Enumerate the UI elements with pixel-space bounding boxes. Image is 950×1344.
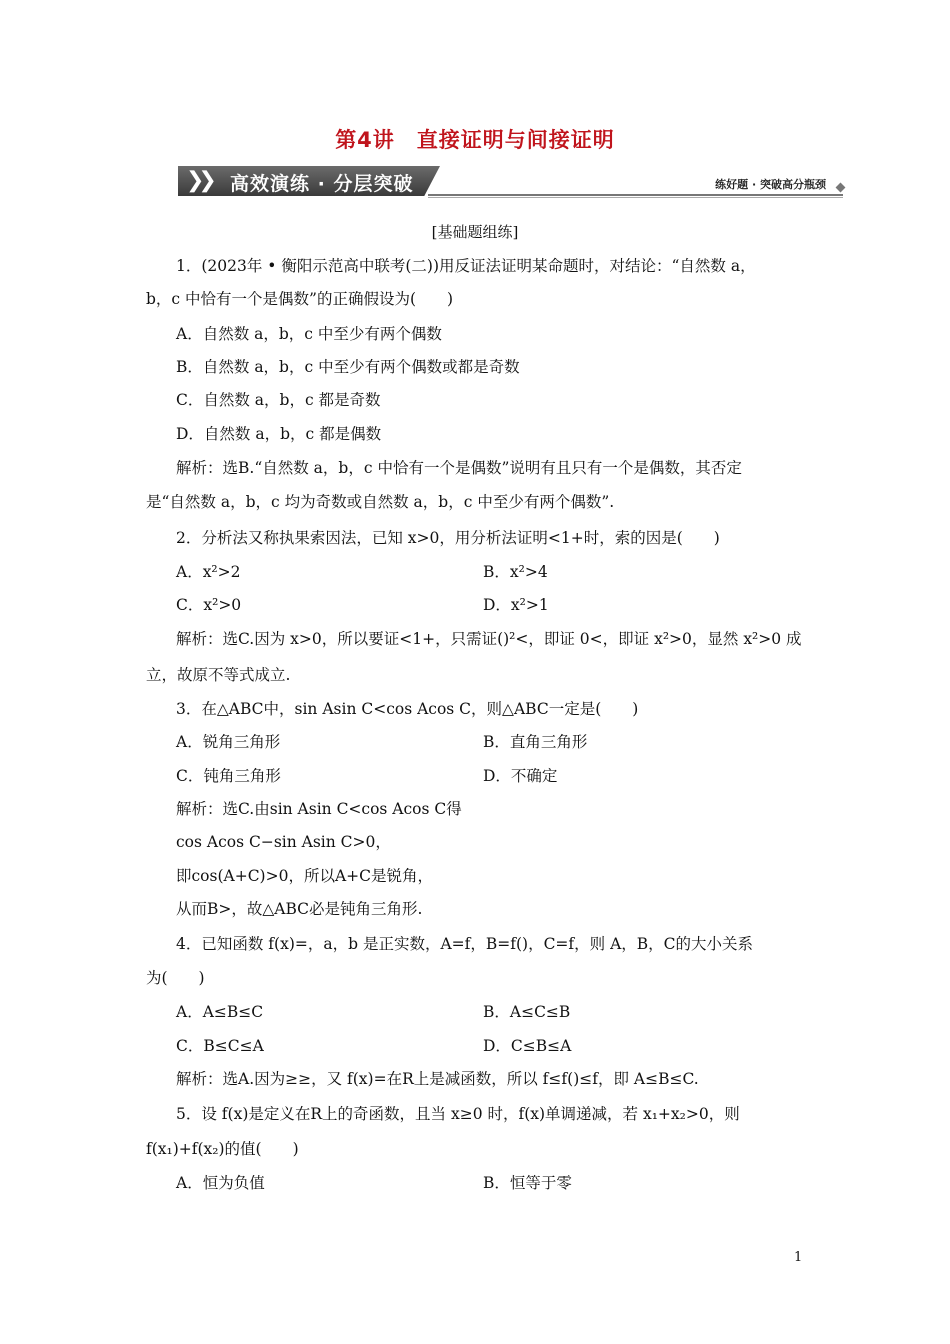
banner-right-text: 练好题 · 突破高分瓶颈 — [715, 178, 826, 191]
q1-solution: 解析：选B.“自然数 a，b，c 中恰有一个是偶数”说明有且只有一个是偶数，其否定 — [176, 459, 742, 477]
q5-stem: 5．设 f(x)是定义在R上的奇函数，且当 x≥0 时，f(x)单调递减，若 x₁+x₂>0，则 — [176, 1105, 740, 1123]
q2-solution-cont: 立，故原不等式成立. — [146, 666, 291, 684]
q5-option-a: A．恒为负值 — [176, 1174, 265, 1192]
q4-option-a: A．A≤B≤C — [176, 1003, 264, 1021]
q3-option-d: D．不确定 — [483, 767, 558, 785]
q1-option-c: C．自然数 a，b，c 都是奇数 — [176, 391, 381, 409]
banner-left-text: 高效演练 · 分层突破 — [230, 173, 414, 195]
q1-option-a: A．自然数 a，b，c 中至少有两个偶数 — [176, 325, 442, 343]
q2-option-b: B．x²>4 — [483, 563, 548, 581]
q3-solution-3: 即cos(A+C)>0，所以A+C是锐角， — [176, 867, 433, 885]
banner-divider — [428, 194, 843, 196]
page-title: 第4讲 直接证明与间接证明 — [335, 128, 615, 152]
q3-solution-1: 解析：选C.由sin Asin C<cos Acos C得 — [176, 800, 462, 818]
q4-option-d: D．C≤B≤A — [483, 1037, 572, 1055]
q1-option-b: B．自然数 a，b，c 中至少有两个偶数或都是奇数 — [176, 358, 520, 376]
q5-option-b: B．恒等于零 — [483, 1174, 572, 1192]
q1-solution-cont: 是“自然数 a，b，c 均为奇数或自然数 a，b，c 中至少有两个偶数”. — [146, 493, 615, 511]
q2-solution: 解析：选C.因为 x>0，所以要证<1+，只需证()²<，即证 0<，即证 x²>0，显然 x²>0 成 — [176, 630, 802, 648]
q3-solution-2: cos Acos C−sin Asin C>0， — [176, 833, 391, 851]
q1-stem-cont: b，c 中恰有一个是偶数”的正确假设为( ) — [146, 290, 454, 308]
q1-option-d: D．自然数 a，b，c 都是偶数 — [176, 425, 382, 443]
q2-stem: 2．分析法又称执果索因法，已知 x>0，用分析法证明<1+时，索的因是( ) — [176, 529, 720, 547]
q1-stem: 1．(2023年 • 衡阳示范高中联考(二))用反证法证明某命题时，对结论：“自然数 a， — [176, 257, 756, 275]
q3-stem: 3．在△ABC中，sin Asin C<cos Acos C，则△ABC一定是( ) — [176, 700, 639, 718]
q4-option-c: C．B≤C≤A — [176, 1037, 264, 1055]
banner-divider-thin — [428, 197, 843, 198]
q2-option-d: D．x²>1 — [483, 596, 549, 614]
q3-option-b: B．直角三角形 — [483, 733, 588, 751]
q3-option-c: C．钝角三角形 — [176, 767, 281, 785]
page-number: 1 — [794, 1250, 803, 1265]
section-banner — [178, 166, 848, 198]
q5-stem-cont: f(x₁)+f(x₂)的值( ) — [146, 1140, 299, 1158]
diamond-icon — [836, 183, 846, 193]
q2-option-a: A．x²>2 — [176, 563, 241, 581]
q3-option-a: A．锐角三角形 — [176, 733, 281, 751]
q4-stem: 4．已知函数 f(x)=，a，b 是正实数，A=f，B=f()，C=f，则 A，B，C的大小关系 — [176, 935, 754, 953]
q4-solution: 解析：选A.因为≥≥，又 f(x)=在R上是减函数，所以 f≤f()≤f，即 A≤B≤C. — [176, 1070, 699, 1088]
q3-solution-4: 从而B>，故△ABC必是钝角三角形. — [176, 900, 423, 918]
section-heading: [基础题组练] — [431, 223, 519, 241]
q4-option-b: B．A≤C≤B — [483, 1003, 571, 1021]
double-chevron-icon: ❯❯ — [186, 168, 211, 193]
q2-option-c: C．x²>0 — [176, 596, 242, 614]
q4-stem-cont: 为( ) — [146, 969, 205, 987]
